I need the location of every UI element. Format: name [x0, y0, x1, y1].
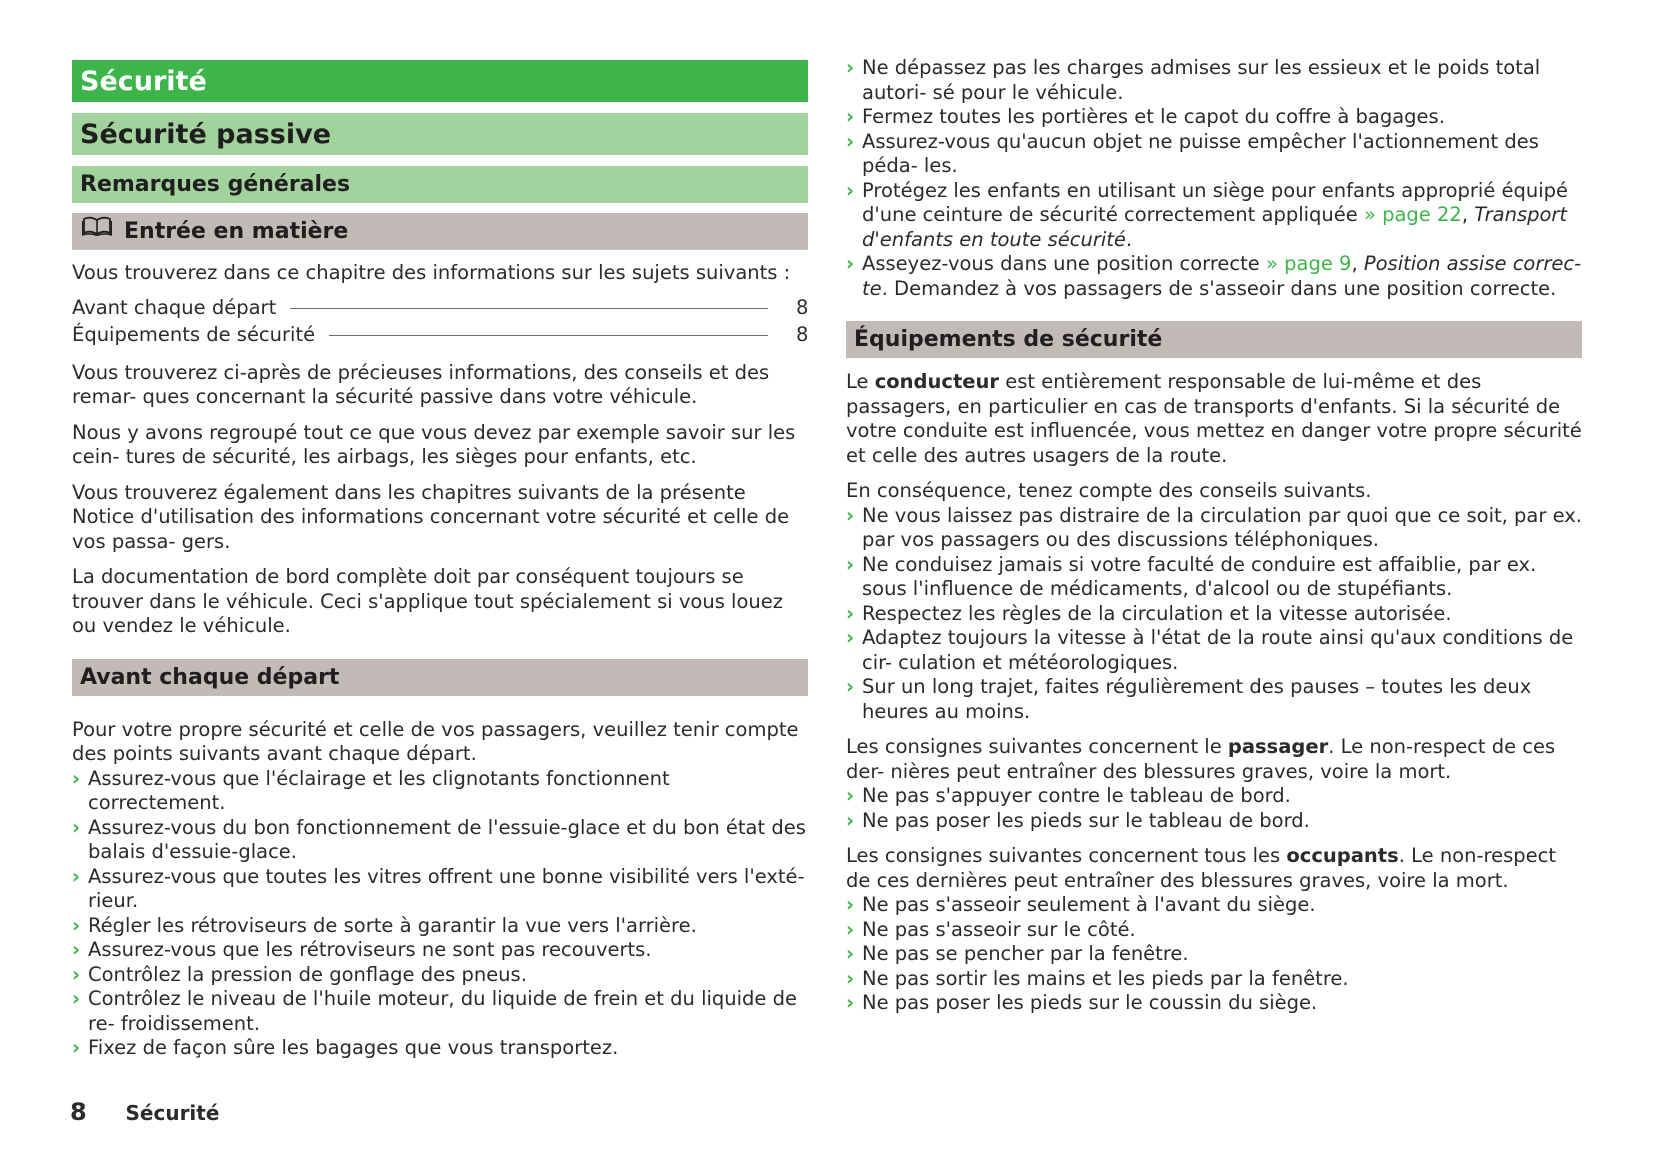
toc-leader — [290, 308, 768, 309]
chevron-right-icon: › — [72, 938, 81, 961]
toc-row[interactable] — [72, 323, 808, 350]
chevron-right-icon: › — [72, 1036, 81, 1059]
passenger-list — [846, 784, 1582, 833]
list-item: › Ne pas poser les pieds sur le tableau de bord. — [846, 808, 1310, 832]
intro-text: Vous trouverez dans ce chapitre des informations sur les sujets suivants : — [72, 261, 791, 284]
book-icon — [82, 211, 112, 249]
list-item: › Ne pas poser les pieds sur le coussin du siège. — [846, 991, 1318, 1014]
chevron-right-icon: › — [846, 503, 855, 527]
list-item: › Adaptez toujours la vitesse à l'état de la route ainsi qu'aux conditions de cir- culation et météorologiques. — [846, 626, 1574, 674]
section-intro: Pour votre propre sécurité et celle de vos passagers, veuillez tenir compte des points suivants avant chaque départ. — [72, 717, 799, 765]
toc-page: 8 — [796, 295, 809, 319]
chevron-right-icon: › — [846, 56, 855, 79]
toc-label: Avant chaque départ — [72, 295, 277, 319]
paragraph: La documentation de bord complète doit par conséquent toujours se trouver dans le véhicule. Ceci s'applique tout spécialement si vous louez ou vendez le véhicule. — [72, 565, 783, 637]
list-item: › Ne pas s'asseoir seulement à l'avant du siège. — [846, 893, 1316, 916]
list-item: › Assurez-vous qu'aucun objet ne puisse empêcher l'actionnement des péda- les. — [846, 129, 1539, 177]
list-item: › Assurez-vous que toutes les vitres offrent une bonne visibilité vers l'exté- rieur. — [72, 864, 805, 912]
chevron-right-icon: › — [846, 601, 855, 625]
section-heading-equipements: Équipements de sécurité — [846, 321, 1582, 358]
list-item: › Fermez toutes les portières et le capot du coffre à bagages. — [846, 105, 1445, 128]
chevron-right-icon: › — [846, 966, 855, 990]
list-item: › Ne pas s'appuyer contre le tableau de bord. — [846, 784, 1291, 807]
chevron-right-icon: › — [72, 766, 81, 790]
advice-intro: En conséquence, tenez compte des conseils suivants. — [846, 479, 1372, 502]
list-item: › Fixez de façon sûre les bagages que vous transportez. — [72, 1036, 619, 1059]
chevron-right-icon: › — [846, 129, 855, 153]
chevron-right-icon: › — [846, 252, 855, 275]
list-item: › Ne pas se pencher par la fenêtre. — [846, 942, 1189, 965]
chevron-right-icon: › — [846, 784, 855, 807]
chevron-right-icon: › — [72, 987, 81, 1010]
chevron-right-icon: › — [846, 991, 855, 1014]
list-item: › Régler les rétroviseurs de sorte à garantir la vue vers l'arrière. — [72, 913, 697, 937]
list-item: › Asseyez-vous dans une position correcte » page 9, Position assise correc- te. Demandez à vos passagers de s'asseoir dans une position correcte. — [846, 252, 1582, 300]
section-heading-avant-depart: Avant chaque départ — [72, 659, 808, 696]
chevron-right-icon: › — [846, 675, 855, 698]
list-item: › Ne pas sortir les mains et les pieds par la fenêtre. — [846, 966, 1349, 990]
list-item: › Assurez-vous du bon fonctionnement de l'essuie-glace et du bon état des balais d'essuie-glace. — [72, 815, 806, 863]
list-item: › Sur un long trajet, faites régulièrement des pauses – toutes les deux heures au moins. — [846, 675, 1532, 723]
checklist-avant-depart — [72, 767, 808, 1061]
paragraph: Vous trouverez également dans les chapitres suivants de la présente Notice d'utilisation des informations concernant votre sécurité et celle de vos passa- gers. — [72, 480, 790, 553]
driver-paragraph: Le conducteur est entièrement responsable de lui-même et des passagers, en particulier en cas de transports d'enfants. Si la sécurité de votre conduite est influencée, vous mettez en danger votre propre sécurité et celle des autres usagers de la route. — [846, 370, 1582, 467]
chevron-right-icon: › — [72, 913, 81, 937]
list-item: › Assurez-vous que l'éclairage et les clignotants fonctionnent correctement. — [72, 766, 670, 814]
list-item: › Assurez-vous que les rétroviseurs ne sont pas recouverts. — [72, 938, 652, 961]
left-column — [72, 60, 808, 1061]
page-link[interactable]: » page 9 — [1266, 252, 1352, 275]
occupants-paragraph: Les consignes suivantes concernent tous les occupants. Le non-respect de ces dernières peut entraîner des blessures graves, voire la mort. — [846, 844, 1556, 892]
chevron-right-icon: › — [846, 917, 855, 941]
chevron-right-icon: › — [846, 808, 855, 832]
list-item: › Protégez les enfants en utilisant un siège pour enfants approprié équipé d'une ceinture de sécurité correctement appliquée » page 22, Transport d'enfants en toute sécurité. — [846, 178, 1569, 251]
list-item: › Ne vous laissez pas distraire de la circulation par quoi que ce soit, par ex. par vos passagers ou des discussions téléphoniques. — [846, 503, 1582, 551]
chevron-right-icon: › — [72, 864, 81, 888]
list-item: › Contrôlez le niveau de l'huile moteur, du liquide de frein et du liquide de re- froidissement. — [72, 987, 798, 1035]
checklist-continued — [846, 56, 1582, 301]
advice-list — [846, 504, 1582, 725]
chevron-right-icon: › — [846, 105, 855, 128]
list-item: › Respectez les règles de la circulation et la vitesse autorisée. — [846, 601, 1452, 625]
chevron-right-icon: › — [846, 626, 855, 649]
list-item: › Ne pas s'asseoir sur le côté. — [846, 917, 1136, 941]
cross-reference: Transport d'enfants en toute sécurité — [862, 203, 1568, 251]
table-of-contents — [72, 296, 808, 350]
paragraph: Vous trouverez ci-après de précieuses informations, des conseils et des remar- ques concernant la sécurité passive dans votre véhicule. — [72, 360, 770, 408]
chapter-title: Sécurité — [72, 60, 808, 102]
toc-row[interactable] — [72, 296, 808, 323]
chevron-right-icon: › — [846, 552, 855, 576]
intro-heading-text: Entrée en matière — [124, 219, 349, 244]
toc-leader — [329, 335, 768, 336]
list-item: › Contrôlez la pression de gonflage des pneus. — [72, 962, 527, 986]
right-column — [846, 56, 1582, 1016]
chevron-right-icon: › — [846, 893, 855, 916]
list-item: › Ne conduisez jamais si votre faculté de conduire est affaiblie, par ex. sous l'influence de médicaments, d'alcool ou de stupéfiants. — [846, 552, 1537, 600]
chevron-right-icon: › — [72, 962, 81, 986]
chevron-right-icon: › — [846, 942, 855, 965]
page-footer — [70, 1100, 219, 1127]
occupants-list — [846, 893, 1582, 1016]
page-number: 8 — [70, 1098, 87, 1126]
cross-reference: Position assise correc- te — [862, 252, 1582, 300]
section-title: Sécurité passive — [72, 113, 808, 155]
chevron-right-icon: › — [72, 815, 81, 839]
toc-label: Équipements de sécurité — [72, 322, 316, 346]
intro-heading — [72, 213, 808, 250]
passenger-paragraph: Les consignes suivantes concernent le passager. Le non-respect de ces der- nières peut entraîner des blessures graves, voire la mort. — [846, 735, 1556, 783]
list-item: › Ne dépassez pas les charges admises sur les essieux et le poids total autori- sé pour le véhicule. — [846, 56, 1541, 104]
paragraph: Nous y avons regroupé tout ce que vous devez par exemple savoir sur les cein- tures de sécurité, les airbags, les sièges pour enfants, etc. — [72, 420, 796, 468]
chevron-right-icon: › — [846, 178, 855, 202]
footer-section-title: Sécurité — [125, 1101, 220, 1125]
toc-page: 8 — [796, 322, 809, 346]
subsection-title: Remarques générales — [72, 166, 808, 203]
page-link[interactable]: » page 22 — [1363, 203, 1462, 226]
